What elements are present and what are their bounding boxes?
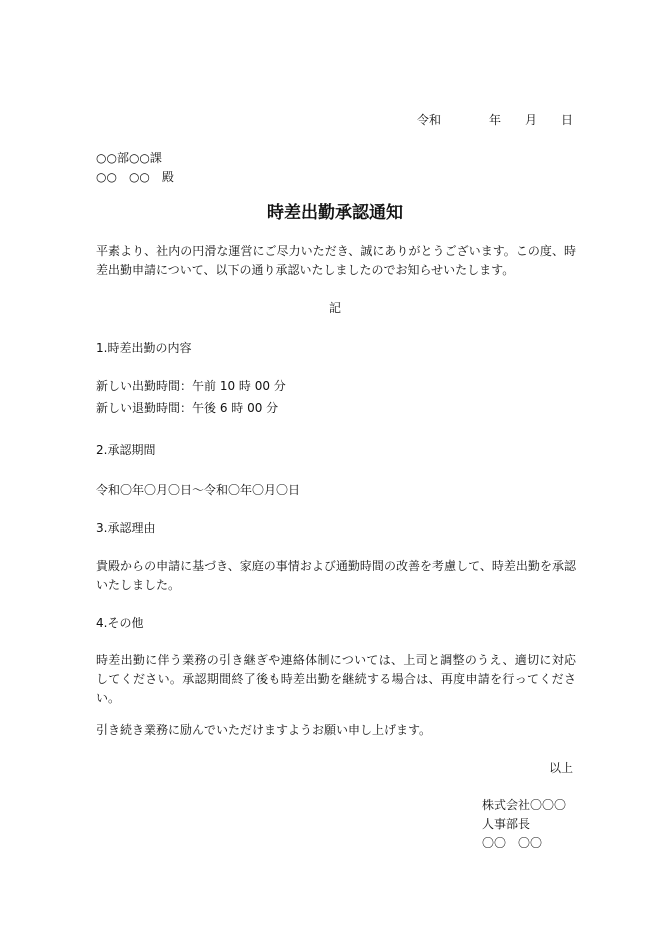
sender-block: [482, 795, 566, 852]
ijou-marker: 以上: [548, 761, 573, 775]
new-end-time: 新しい退勤時間：午後 6 時 00 分: [96, 401, 279, 415]
section-heading-reason: 3.承認理由: [96, 521, 156, 535]
section-heading-content: 1.時差出勤の内容: [96, 341, 192, 355]
document-title: 時差出勤承認通知: [267, 203, 403, 223]
ki-marker: 記: [328, 301, 341, 315]
recipient-name: ○○ ○○ 殿: [96, 170, 174, 184]
section-heading-period: 2.承認期間: [96, 443, 156, 457]
recipient-department: ○○部○○課: [96, 151, 162, 165]
other-notes: 時差出勤に伴う業務の引き継ぎや連絡体制については、上司と調整のうえ、適切に対応してください。承認期間終了後も時差出勤を継続する場合は、再度申請を行ってください。: [96, 653, 576, 705]
date-era: 令和: [416, 113, 441, 127]
approval-reason: 貴殿からの申請に基づき、家庭の事情および通勤時間の改善を考慮して、時差出勤を承認いたしました。: [96, 559, 576, 592]
intro-paragraph: 平素より、社内の円滑な運営にご尽力いただき、誠にありがとうございます。この度、時差出勤申請について、以下の通り承認いたしましたのでお知らせいたします。: [96, 244, 576, 277]
sender-company: 株式会社〇〇〇: [482, 798, 567, 812]
recipient-block: [96, 148, 174, 186]
date-year: 年: [488, 113, 501, 127]
date-month: 月: [524, 113, 537, 127]
sender-name: 〇〇 〇〇: [482, 836, 543, 850]
sender-position: 人事部長: [482, 817, 531, 831]
approval-period: 令和〇年〇月〇日～令和〇年〇月〇日: [96, 483, 301, 497]
closing-sentence: 引き続き業務に励んでいただけますようお願い申し上げます。: [96, 723, 432, 737]
date-day: 日: [560, 113, 573, 127]
section-heading-other: 4.その他: [96, 616, 144, 630]
new-start-time: 新しい出勤時間：午前 10 時 00 分: [96, 379, 286, 393]
date-line: [417, 110, 573, 130]
